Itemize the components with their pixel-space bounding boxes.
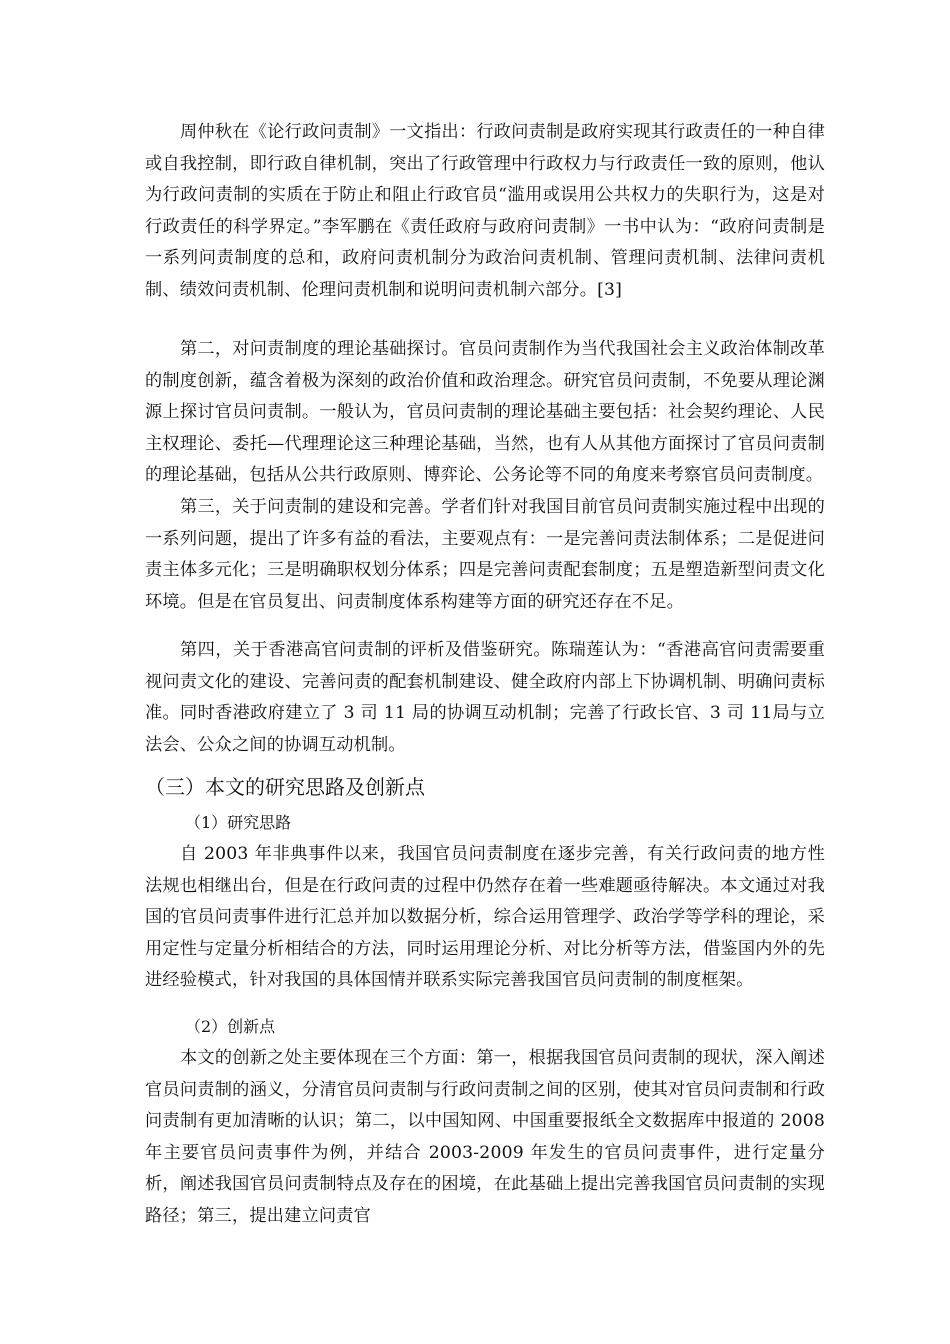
paragraph-construction-improvement: 第三，关于问责制的建设和完善。学者们针对我国目前官员问责制实施过程中出现的一系列问题，提出了许多有益的看法，主要观点有：一是完善问责法制体系；二是促进问责主体多元化；三是明确职权划分体系；四是完善问责配套制度；五是塑造新型问责文化环境。但是在官员复出、问责制度体系构建等方面的研究还存在不足。	[145, 497, 825, 612]
paragraph-hong-kong: 第四，关于香港高官问责制的评析及借鉴研究。陈瑞莲认为：“香港高官问责需要重视问责文化的建设、完善问责的配套机制建设、健全政府内部上下协调机制、明确问责标准。同时香港政府建立了 3 司 11 局的协调互动机制；完善了行政长官、3 司 11局与立法会、公众之间的协调互动机制。	[145, 640, 825, 755]
paragraph-zhou-zhongqiu: 周仲秋在《论行政问责制》一文指出：行政问责制是政府实现其行政责任的一种自律或自我控制，即行政自律机制，突出了行政管理中行政权力与行政责任一致的原则，他认为行政问责制的实质在于防止和阻止行政官员“滥用或误用公共权力的失职行为，这是对行政责任的科学界定。”李军鹏在《责任政府与政府问责制》一书中认为：“政府问责制是一系列问责制度的总和，政府问责机制分为政治问责机制、管理问责机制、法律问责机制、绩效问责机制、伦理问责机制和说明问责机制六部分。[3]	[145, 122, 825, 300]
section-heading: （三）本文的研究思路及创新点	[145, 775, 425, 799]
subsection-heading-innovation: （2）创新点	[185, 1017, 276, 1036]
paragraph-innovation: 本文的创新之处主要体现在三个方面：第一，根据我国官员问责制的现状，深入阐述官员问责制的涵义，分清官员问责制与行政问责制之间的区别，使其对官员问责制和行政问责制有更加清晰的认识；第二，以中国知网、中国重要报纸全文数据库中报道的 2008 年主要官员问责事件为例，并结合 2003-2009 年发生的官员问责事件，进行定量分析，阐述我国官员问责制特点及存在的困境，在此基础上提出完善我国官员问责制的实现路径；第三，提出建立问责官	[145, 1048, 825, 1226]
paragraph-theoretical-basis: 第二，对问责制度的理论基础探讨。官员问责制作为当代我国社会主义政治体制改革的制度创新，蕴含着极为深刻的政治价值和政治理念。研究官员问责制，不免要从理论渊源上探讨官员问责制。一般认为，官员问责制的理论基础主要包括：社会契约理论、人民主权理论、委托—代理理论这三种理论基础，当然，也有人从其他方面探讨了官员问责制的理论基础，包括从公共行政原则、博弈论、公务论等不同的角度来考察官员问责制度。	[145, 339, 825, 486]
paragraph-research-approach: 自 2003 年非典事件以来，我国官员问责制度在逐步完善，有关行政问责的地方性法规也相继出台，但是在行政问责的过程中仍然存在着一些难题亟待解决。本文通过对我国的官员问责事件进行汇总并加以数据分析，综合运用管理学、政治学等学科的理论，采用定性与定量分析相结合的方法，同时运用理论分析、对比分析等方法，借鉴国内外的先进经验模式，针对我国的具体国情并联系实际完善我国官员问责制的制度框架。	[145, 844, 825, 991]
subsection-heading-research-approach: （1）研究思路	[185, 813, 292, 832]
